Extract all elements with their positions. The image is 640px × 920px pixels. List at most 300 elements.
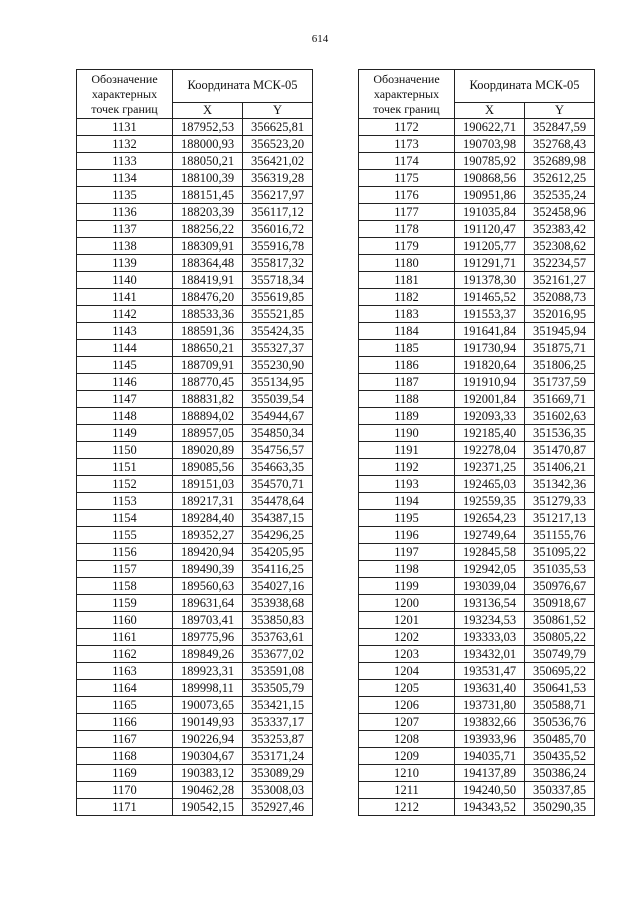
x-coord-cell: 191120,47 [455,221,525,238]
y-coord-cell: 351806,25 [525,357,595,374]
table-row [77,697,313,714]
y-coord-cell: 351536,35 [525,425,595,442]
x-coord-cell: 190462,28 [173,782,243,799]
x-coord-cell: 193234,53 [455,612,525,629]
header-point-label: Обозначение характерных точек границ [77,70,173,119]
table-row [359,544,595,561]
x-coord-cell: 188770,45 [173,374,243,391]
y-coord-cell: 351342,36 [525,476,595,493]
table-row [359,204,595,221]
table-row [359,476,595,493]
y-coord-cell: 353253,87 [243,731,313,748]
x-coord-cell: 193136,54 [455,595,525,612]
point-id-cell: 1179 [359,238,455,255]
point-id-cell: 1168 [77,748,173,765]
table-row [77,357,313,374]
x-coord-cell: 189998,11 [173,680,243,697]
x-coord-cell: 194343,52 [455,799,525,816]
y-coord-cell: 353337,17 [243,714,313,731]
table-row [77,680,313,697]
table-row [77,391,313,408]
x-coord-cell: 190785,92 [455,153,525,170]
point-id-cell: 1159 [77,595,173,612]
table-row [359,340,595,357]
point-id-cell: 1132 [77,136,173,153]
header-x: X [173,102,243,118]
point-id-cell: 1141 [77,289,173,306]
x-coord-cell: 192654,23 [455,510,525,527]
x-coord-cell: 190226,94 [173,731,243,748]
y-coord-cell: 353763,61 [243,629,313,646]
x-coord-cell: 188151,45 [173,187,243,204]
table-row [359,306,595,323]
y-coord-cell: 350588,71 [525,697,595,714]
header-y: Y [243,102,313,118]
point-id-cell: 1192 [359,459,455,476]
y-coord-cell: 352088,73 [525,289,595,306]
x-coord-cell: 188650,21 [173,340,243,357]
header-coordinate-title: Координата МСК-05 [173,70,313,103]
y-coord-cell: 350290,35 [525,799,595,816]
point-id-cell: 1206 [359,697,455,714]
point-id-cell: 1193 [359,476,455,493]
point-id-cell: 1138 [77,238,173,255]
y-coord-cell: 351095,22 [525,544,595,561]
point-id-cell: 1178 [359,221,455,238]
table-row [77,578,313,595]
table-row [359,221,595,238]
point-id-cell: 1166 [77,714,173,731]
y-coord-cell: 352458,96 [525,204,595,221]
point-id-cell: 1171 [77,799,173,816]
x-coord-cell: 193531,47 [455,663,525,680]
x-coord-cell: 189490,39 [173,561,243,578]
y-coord-cell: 351217,13 [525,510,595,527]
point-id-cell: 1197 [359,544,455,561]
y-coord-cell: 350337,85 [525,782,595,799]
x-coord-cell: 189151,03 [173,476,243,493]
x-coord-cell: 194240,50 [455,782,525,799]
table-row [77,544,313,561]
y-coord-cell: 354205,95 [243,544,313,561]
x-coord-cell: 189420,94 [173,544,243,561]
y-coord-cell: 356625,81 [243,119,313,136]
table-row [77,527,313,544]
point-id-cell: 1174 [359,153,455,170]
table-row [77,153,313,170]
x-coord-cell: 188050,21 [173,153,243,170]
x-coord-cell: 188256,22 [173,221,243,238]
y-coord-cell: 354387,15 [243,510,313,527]
table-row [359,442,595,459]
x-coord-cell: 193039,04 [455,578,525,595]
x-coord-cell: 189284,40 [173,510,243,527]
x-coord-cell: 190383,12 [173,765,243,782]
y-coord-cell: 354850,34 [243,425,313,442]
table-row [359,697,595,714]
table-body-left [77,119,313,816]
table-row [359,408,595,425]
x-coord-cell: 188831,82 [173,391,243,408]
point-id-cell: 1147 [77,391,173,408]
y-coord-cell: 355817,32 [243,255,313,272]
y-coord-cell: 350641,53 [525,680,595,697]
y-coord-cell: 351945,94 [525,323,595,340]
x-coord-cell: 193432,01 [455,646,525,663]
y-coord-cell: 350435,52 [525,748,595,765]
point-id-cell: 1154 [77,510,173,527]
table-row [359,459,595,476]
table-row [359,714,595,731]
point-id-cell: 1136 [77,204,173,221]
table-row [359,510,595,527]
y-coord-cell: 354570,71 [243,476,313,493]
x-coord-cell: 191641,84 [455,323,525,340]
table-row [77,748,313,765]
table-row [77,595,313,612]
point-id-cell: 1200 [359,595,455,612]
x-coord-cell: 189085,56 [173,459,243,476]
table-row [77,374,313,391]
x-coord-cell: 192559,35 [455,493,525,510]
point-id-cell: 1209 [359,748,455,765]
point-id-cell: 1143 [77,323,173,340]
point-id-cell: 1160 [77,612,173,629]
x-coord-cell: 189703,41 [173,612,243,629]
y-coord-cell: 351155,76 [525,527,595,544]
x-coord-cell: 190868,56 [455,170,525,187]
point-id-cell: 1173 [359,136,455,153]
table-row [359,612,595,629]
y-coord-cell: 354296,25 [243,527,313,544]
table-row [359,136,595,153]
point-id-cell: 1188 [359,391,455,408]
x-coord-cell: 191820,64 [455,357,525,374]
y-coord-cell: 355424,35 [243,323,313,340]
point-id-cell: 1156 [77,544,173,561]
x-coord-cell: 192185,40 [455,425,525,442]
x-coord-cell: 190073,65 [173,697,243,714]
y-coord-cell: 352689,98 [525,153,595,170]
point-id-cell: 1211 [359,782,455,799]
point-id-cell: 1204 [359,663,455,680]
x-coord-cell: 190703,98 [455,136,525,153]
y-coord-cell: 350536,76 [525,714,595,731]
x-coord-cell: 191910,94 [455,374,525,391]
x-coord-cell: 188100,39 [173,170,243,187]
y-coord-cell: 352234,57 [525,255,595,272]
y-coord-cell: 352847,59 [525,119,595,136]
y-coord-cell: 353089,29 [243,765,313,782]
point-id-cell: 1163 [77,663,173,680]
table-row [359,748,595,765]
table-row [77,782,313,799]
point-id-cell: 1142 [77,306,173,323]
table-row [77,306,313,323]
y-coord-cell: 350386,24 [525,765,595,782]
table-row [77,510,313,527]
y-coord-cell: 353421,15 [243,697,313,714]
point-id-cell: 1144 [77,340,173,357]
x-coord-cell: 188894,02 [173,408,243,425]
y-coord-cell: 355327,37 [243,340,313,357]
x-coord-cell: 191730,94 [455,340,525,357]
point-id-cell: 1186 [359,357,455,374]
y-coord-cell: 353591,08 [243,663,313,680]
table-row [77,765,313,782]
x-coord-cell: 192845,58 [455,544,525,561]
point-id-cell: 1205 [359,680,455,697]
table-row [77,323,313,340]
x-coord-cell: 190149,93 [173,714,243,731]
x-coord-cell: 192465,03 [455,476,525,493]
x-coord-cell: 192093,33 [455,408,525,425]
y-coord-cell: 351035,53 [525,561,595,578]
table-row [359,289,595,306]
x-coord-cell: 189352,27 [173,527,243,544]
table-row [77,119,313,136]
x-coord-cell: 191205,77 [455,238,525,255]
point-id-cell: 1169 [77,765,173,782]
table-row [359,595,595,612]
point-id-cell: 1208 [359,731,455,748]
table-row [359,799,595,816]
y-coord-cell: 352768,43 [525,136,595,153]
x-coord-cell: 192749,64 [455,527,525,544]
table-row [359,782,595,799]
x-coord-cell: 189775,96 [173,629,243,646]
x-coord-cell: 191035,84 [455,204,525,221]
table-row [77,255,313,272]
y-coord-cell: 356319,28 [243,170,313,187]
x-coord-cell: 188476,20 [173,289,243,306]
y-coord-cell: 355039,54 [243,391,313,408]
y-coord-cell: 355916,78 [243,238,313,255]
table-row [77,221,313,238]
page-number: 614 [311,33,329,45]
table-row [77,731,313,748]
table-row [77,272,313,289]
y-coord-cell: 355521,85 [243,306,313,323]
table-row [77,425,313,442]
x-coord-cell: 192001,84 [455,391,525,408]
header-x: X [455,102,525,118]
x-coord-cell: 188533,36 [173,306,243,323]
header-point-label: Обозначение характерных точек границ [359,70,455,119]
x-coord-cell: 190542,15 [173,799,243,816]
table-row [359,119,595,136]
x-coord-cell: 190304,67 [173,748,243,765]
point-id-cell: 1139 [77,255,173,272]
header-coordinate-title: Координата МСК-05 [455,70,595,103]
point-id-cell: 1172 [359,119,455,136]
x-coord-cell: 189217,31 [173,493,243,510]
table-row [77,136,313,153]
table-row [359,238,595,255]
x-coord-cell: 191553,37 [455,306,525,323]
y-coord-cell: 355134,95 [243,374,313,391]
table-row [77,238,313,255]
table-row [359,680,595,697]
table-row [77,663,313,680]
point-id-cell: 1134 [77,170,173,187]
point-id-cell: 1185 [359,340,455,357]
x-coord-cell: 193832,66 [455,714,525,731]
point-id-cell: 1176 [359,187,455,204]
point-id-cell: 1170 [77,782,173,799]
x-coord-cell: 189560,63 [173,578,243,595]
y-coord-cell: 356016,72 [243,221,313,238]
x-coord-cell: 188709,91 [173,357,243,374]
x-coord-cell: 188000,93 [173,136,243,153]
point-id-cell: 1165 [77,697,173,714]
coordinates-table-right [358,69,595,816]
table-row [359,765,595,782]
x-coord-cell: 191465,52 [455,289,525,306]
x-coord-cell: 188591,36 [173,323,243,340]
point-id-cell: 1135 [77,187,173,204]
x-coord-cell: 188309,91 [173,238,243,255]
x-coord-cell: 191291,71 [455,255,525,272]
table-row [77,476,313,493]
point-id-cell: 1199 [359,578,455,595]
table-row [359,646,595,663]
table-row [77,459,313,476]
table-row [77,340,313,357]
table-row [359,731,595,748]
point-id-cell: 1194 [359,493,455,510]
y-coord-cell: 354756,57 [243,442,313,459]
point-id-cell: 1145 [77,357,173,374]
table-row [77,289,313,306]
point-id-cell: 1183 [359,306,455,323]
y-coord-cell: 354116,25 [243,561,313,578]
table-row [359,323,595,340]
table-row [359,187,595,204]
x-coord-cell: 189923,31 [173,663,243,680]
x-coord-cell: 192278,04 [455,442,525,459]
x-coord-cell: 187952,53 [173,119,243,136]
point-id-cell: 1157 [77,561,173,578]
x-coord-cell: 194035,71 [455,748,525,765]
x-coord-cell: 188364,48 [173,255,243,272]
point-id-cell: 1182 [359,289,455,306]
point-id-cell: 1181 [359,272,455,289]
y-coord-cell: 351737,59 [525,374,595,391]
y-coord-cell: 355619,85 [243,289,313,306]
point-id-cell: 1190 [359,425,455,442]
point-id-cell: 1177 [359,204,455,221]
y-coord-cell: 350805,22 [525,629,595,646]
point-id-cell: 1140 [77,272,173,289]
point-id-cell: 1180 [359,255,455,272]
point-id-cell: 1198 [359,561,455,578]
y-coord-cell: 353938,68 [243,595,313,612]
point-id-cell: 1203 [359,646,455,663]
x-coord-cell: 188203,39 [173,204,243,221]
y-coord-cell: 350749,79 [525,646,595,663]
y-coord-cell: 355230,90 [243,357,313,374]
y-coord-cell: 354663,35 [243,459,313,476]
x-coord-cell: 190951,86 [455,187,525,204]
x-coord-cell: 189849,26 [173,646,243,663]
point-id-cell: 1201 [359,612,455,629]
table-row [77,442,313,459]
table-row [77,187,313,204]
table-row [359,493,595,510]
y-coord-cell: 350976,67 [525,578,595,595]
y-coord-cell: 350695,22 [525,663,595,680]
y-coord-cell: 350861,52 [525,612,595,629]
point-id-cell: 1149 [77,425,173,442]
table-row [77,612,313,629]
table-row [77,799,313,816]
point-id-cell: 1155 [77,527,173,544]
y-coord-cell: 352927,46 [243,799,313,816]
table-body-right [359,119,595,816]
x-coord-cell: 194137,89 [455,765,525,782]
table-row [359,527,595,544]
point-id-cell: 1164 [77,680,173,697]
y-coord-cell: 351279,33 [525,493,595,510]
y-coord-cell: 352308,62 [525,238,595,255]
y-coord-cell: 353677,02 [243,646,313,663]
y-coord-cell: 352383,42 [525,221,595,238]
point-id-cell: 1131 [77,119,173,136]
y-coord-cell: 351602,63 [525,408,595,425]
table-row [77,408,313,425]
point-id-cell: 1146 [77,374,173,391]
point-id-cell: 1212 [359,799,455,816]
table-row [359,170,595,187]
y-coord-cell: 353850,83 [243,612,313,629]
y-coord-cell: 354027,16 [243,578,313,595]
point-id-cell: 1151 [77,459,173,476]
point-id-cell: 1195 [359,510,455,527]
table-row [77,646,313,663]
x-coord-cell: 190622,71 [455,119,525,136]
table-row [359,663,595,680]
y-coord-cell: 354944,67 [243,408,313,425]
x-coord-cell: 193333,03 [455,629,525,646]
point-id-cell: 1162 [77,646,173,663]
point-id-cell: 1184 [359,323,455,340]
point-id-cell: 1153 [77,493,173,510]
point-id-cell: 1148 [77,408,173,425]
x-coord-cell: 191378,30 [455,272,525,289]
x-coord-cell: 188957,05 [173,425,243,442]
y-coord-cell: 356523,20 [243,136,313,153]
x-coord-cell: 192942,05 [455,561,525,578]
y-coord-cell: 352535,24 [525,187,595,204]
table-row [359,629,595,646]
coordinates-table-left [76,69,313,816]
point-id-cell: 1207 [359,714,455,731]
y-coord-cell: 351669,71 [525,391,595,408]
point-id-cell: 1152 [77,476,173,493]
table-row [359,272,595,289]
table-row [359,578,595,595]
y-coord-cell: 350918,67 [525,595,595,612]
point-id-cell: 1189 [359,408,455,425]
y-coord-cell: 353008,03 [243,782,313,799]
y-coord-cell: 351875,71 [525,340,595,357]
table-row [359,357,595,374]
x-coord-cell: 193731,80 [455,697,525,714]
point-id-cell: 1202 [359,629,455,646]
y-coord-cell: 353505,79 [243,680,313,697]
y-coord-cell: 350485,70 [525,731,595,748]
